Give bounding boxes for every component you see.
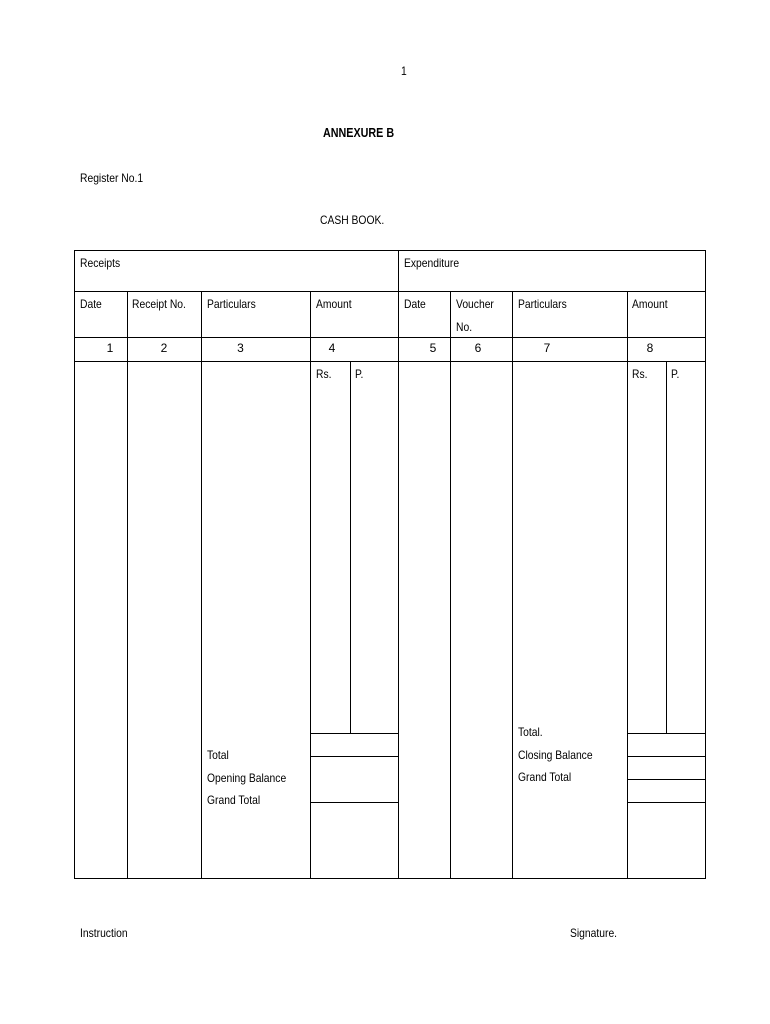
- instruction-label: Instruction: [80, 926, 128, 940]
- column-number: 6: [474, 341, 482, 355]
- receipts-amount-line: [310, 733, 398, 734]
- column-divider: [512, 291, 513, 878]
- receipts-rs-p-divider: [350, 361, 351, 733]
- receipts-amount-header: Amount: [316, 297, 352, 311]
- expenditure-section-label: Expenditure: [404, 256, 460, 270]
- column-number: 7: [543, 341, 551, 355]
- column-number: 4: [328, 341, 336, 355]
- receipts-grand-total-label: Grand Total: [207, 793, 261, 807]
- column-number: 5: [429, 341, 437, 355]
- receipts-amount-line: [310, 756, 398, 757]
- expenditure-particulars-header: Particulars: [518, 297, 567, 311]
- expenditure-amount-line: [627, 756, 706, 757]
- expenditure-rs-p-divider: [666, 361, 667, 733]
- column-number: 1: [106, 341, 114, 355]
- column-divider: [201, 291, 202, 878]
- column-number: 8: [646, 341, 654, 355]
- section-header-divider: [74, 291, 706, 292]
- signature-label: Signature.: [570, 926, 618, 940]
- receipts-particulars-header: Particulars: [207, 297, 256, 311]
- column-header-divider: [74, 337, 706, 338]
- closing-balance-label: Closing Balance: [518, 747, 593, 762]
- receipts-amount-line: [310, 802, 398, 803]
- voucher-no-header: Voucher No.: [456, 297, 494, 334]
- receipts-rs-label: Rs.: [316, 367, 332, 381]
- column-number: 3: [237, 341, 244, 355]
- number-row-divider: [74, 361, 706, 362]
- expenditure-rs-label: Rs.: [632, 367, 648, 381]
- table-right-border: [705, 250, 706, 878]
- column-divider: [310, 291, 311, 878]
- column-divider: [127, 291, 128, 878]
- table-top-border: [74, 250, 706, 251]
- expenditure-totals-block: [518, 721, 605, 789]
- expenditure-amount-header: Amount: [632, 297, 668, 311]
- expenditure-amount-line: [627, 779, 706, 780]
- expenditure-p-label: P.: [671, 367, 680, 381]
- expenditure-amount-line: [627, 802, 706, 803]
- cash-book-title: CASH BOOK.: [320, 213, 385, 227]
- receipts-p-label: P.: [355, 367, 364, 381]
- column-divider: [627, 291, 628, 878]
- expenditure-date-header: Date: [404, 297, 426, 311]
- expenditure-total-label: Total.: [518, 725, 543, 739]
- document-title: ANNEXURE B: [323, 126, 395, 140]
- receipt-no-header: Receipt No.: [132, 297, 186, 311]
- receipts-total-label: Total: [207, 748, 229, 762]
- receipts-totals-block: [207, 744, 299, 812]
- table-bottom-border: [74, 878, 706, 879]
- page-number: 1: [401, 64, 407, 78]
- register-number: Register No.1: [80, 171, 144, 185]
- expenditure-amount-line: [627, 733, 706, 734]
- receipts-section-label: Receipts: [80, 256, 121, 270]
- column-number: 2: [160, 341, 168, 355]
- receipts-date-header: Date: [80, 297, 102, 311]
- column-divider: [450, 291, 451, 878]
- opening-balance-label: Opening Balance: [207, 770, 287, 785]
- expenditure-grand-total-label: Grand Total: [518, 770, 572, 784]
